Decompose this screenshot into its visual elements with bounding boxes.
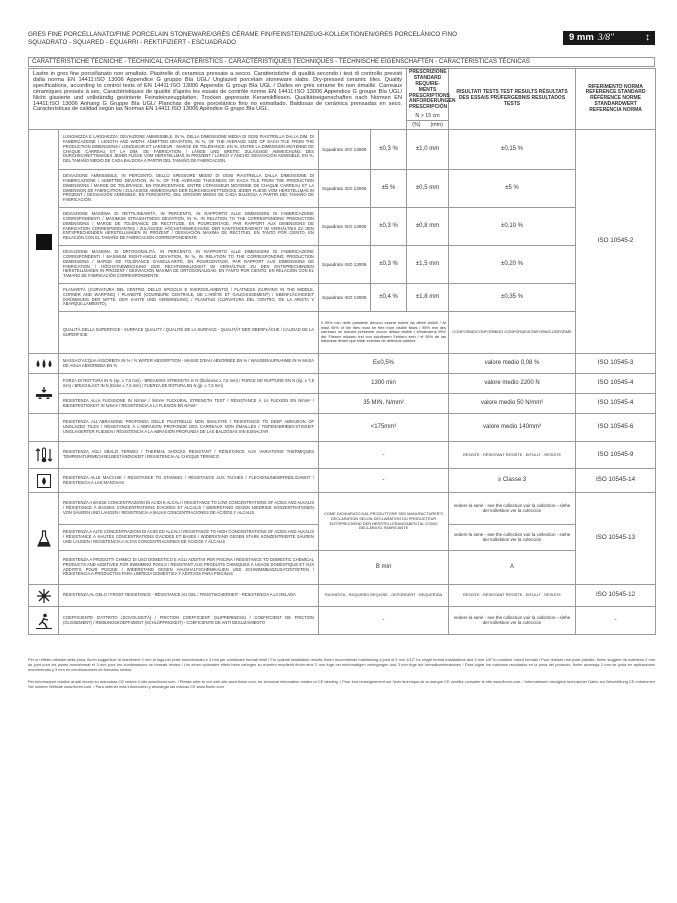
test-result: valore medio 50 N/mm² bbox=[449, 394, 576, 414]
size-header: N > 15 cm bbox=[407, 113, 449, 121]
unit-header bbox=[407, 121, 449, 130]
chem-prescription: B min bbox=[319, 551, 449, 585]
slip-icon-cell bbox=[29, 607, 59, 635]
test-result: ≥ Classe 3 bbox=[449, 469, 576, 493]
footer-joint-note: Per un effetto ottimale della posa, florim suggerisce di mantenere 2 mm di fuga per pose monoformato e 3 mm per combinare formati misti / For optimal installation results, florim recommends maintaining a joint of 2 mm 1/12" for single format installations and 3 mm 1/8" to combine mixed formats / Pour réaliser une pose parfaite, florim suggère de maintenir 2 mm de joint pour les poses monoformat et 3 mm pour les combinaisons de formats mixtes / Um einen optimalen effekt beim verlegen zu erzielen empfiehlt florim eine 2 mm fuge bei einformatigen verlegungen und 3 mm fuge bei formatkombinationen / Para lograr los máximos resultados en la posa del producto, florim aconseja 2 mm de junta en aplicaciones monoformato y 3 mm en combinaciones de formatos mixtos. bbox=[28, 657, 655, 672]
dim-method: Squadrato ISO 13006 bbox=[319, 208, 371, 246]
intro-text: Lastre in gres fine porcellanato non smaltato. Piastrelle di ceramica pressate a secco. Caratteristiche di qualità secondo i test di controllo previsti dalla norma EN 14411:ISO 13006 Appendice G gruppo BIa UGL/ Unglazed porcelain stoneware slabs. Dry-pressed ceramic tiles. Quality specifications, according to control tests of EN 14411:ISO 13006 Appendix G group BIa UGL / Dalles en grès cérame fin non émaillé. Carreaux céramiques pressés à sec. Caractéristiques de qualité d'après les essais de contrôle norme EN 14411:ISO 13006 Appendice G groupe BIa UGL/ Nicht glasierte und vollständig gesinterte Feinsteinzeugplatten. Trocken gepresste Keramikfliesen. Qualitätseigenschaften nach Normen EN 14411:ISO 13006 Anhang G Gruppe BIa UGL/ Planchas de gres porcelánico fino no esmaltado. Baldosas de cerámica prensadas en seco. Características de calidad según las Normas EN 14411:ISO 13006 Apéndice G grupo BIa UGL. bbox=[29, 69, 407, 130]
frost-desc: RESISTENZA AL GELO / FROST RESISTANCE - RÉSISTANCE AU GEL / FROSTSICHERHEIT - RESISTENCIA A LA HELADA bbox=[59, 585, 319, 607]
test-prescription: - bbox=[319, 442, 449, 469]
thickness-mm: 9 mm bbox=[569, 32, 594, 43]
dim-mm: ±0,8 mm bbox=[407, 208, 449, 246]
document-header bbox=[28, 31, 548, 47]
chem-result: vedere la serie - see the collection voir la collection - siehe der kollektion ver la colección bbox=[449, 525, 576, 551]
test-prescription: 1300 min bbox=[319, 374, 449, 394]
breaking-strength-icon bbox=[35, 387, 53, 401]
test-result: valore medio 0,08 % bbox=[449, 354, 576, 374]
test-prescription: <175mm³ bbox=[319, 414, 449, 442]
dim-pct: ±0,3 % bbox=[371, 246, 407, 284]
dimension-icon-cell bbox=[29, 130, 59, 354]
test-norm: ISO 10545-4 bbox=[576, 374, 656, 394]
abrasion-icon-cell bbox=[29, 414, 59, 442]
dim-pct: ±0,3 % bbox=[371, 208, 407, 246]
frost-result: RESISTE - RÉSISTANT RESISTE - EIFÜLLT - RESISTE bbox=[449, 585, 576, 607]
table-row bbox=[29, 354, 656, 374]
test-desc: FORZA DI ROTTURA IN N (sp. ≥ 7,5 mm) - BREAKING STRENGTH in N (thickness ≥ 7,5 mm) / FORCE DE RUPTURE EN N (ép. ≥ 7,5 mm) / BRUCHLAST IN N (Dicke ≥ 7,5 mm) / FUERZA DE ROTURA EN N (gr. ≥ 7,5 mm) bbox=[59, 374, 319, 394]
friction-desc: COEFFICIENTE D'ATTRITO (SCIVOLOSITÀ) / FRICTION COEFFICIENT (SLIPPERINESS) / COEFFICIENT DE FRICTION (GLISSEMENT) / REIBUNGSKOEFFIZIENT (SCHLÜPFRIGKEIT) - COEFICIENTE DE ANTI DESLIZAMIENTO bbox=[59, 607, 319, 635]
dim-result: ±5 % bbox=[449, 170, 576, 208]
footer-ce-note: Per informazioni relative ai dati tecnici su marcatura CE vedere il sito www.florim.com. / Please refer to our web site www.florim.com, for technical information related to CE labeling. / Pour tout renseignement sur l'avis technique de la marque CE veuillez consulter le site www.florim.com. / Informationen bezüglich technischer Daten zur Beschriftung CE entnehmen Sie unserer Website www.florim.com. / Para obtener más información y descargar las marcas CE www.florim.com bbox=[28, 679, 655, 689]
table-row bbox=[29, 442, 656, 469]
square-tile-icon bbox=[36, 234, 52, 250]
test-desc: RESISTENZA ALLA FLESSIONE IN N/mm² / N/mm² FLEXURAL STRENGTH TEST / RÉSISTANCE À LA FLEXION EN N/mm² / BIEGEFESTIGKEIT IN N/mm² / RESISTENCIA A LA FLEXIÓN EN N/mm² bbox=[59, 394, 319, 414]
dim-result: ±0,35 % bbox=[449, 284, 576, 312]
dim-result: ±0,20 % bbox=[449, 246, 576, 284]
slip-icon bbox=[36, 613, 52, 629]
thermal-shock-icon bbox=[35, 447, 53, 463]
frost-norm: ISO 10545-12 bbox=[576, 585, 656, 607]
table-row bbox=[29, 246, 656, 284]
dim-desc: DEVIAZIONE AMMISSIBILE, IN PERCENTO, DELLO SPESSORE MEDIO DI OGNI PIASTRELLA DALLA DIMENSIONE DI FABBRICAZIONE / ADMITTED DEVIATION, IN %, OF THE AVERAGE THICKNESS OF EACH TILE FROM THE PRODUCTION DIMENSIONS / MARGE DE TOLÉRANCE, EN POURCENTAGE, ENTRE L'ÉPAISSEUR MOYENNE DE CHAQUE CARREAU ET LA DIMENSION DE FABRICATION / ZULÄSSIGE ABWEICHUNG DER DURCHSCHNITTSDICKE JEDER FLIESE VOM HERSTELLMAß IN PROZENT / DESVIACIÓN ADMISIBLE, EN PORCIENTO, DEL GROSOR MEDIO DE CADA BALDOSA A PARTIR DEL TAMAÑO DE FABRICACIÓN. bbox=[59, 170, 319, 208]
chemical-flask-icon bbox=[37, 530, 51, 548]
dim-desc: LUNGHEZZA E LARGHEZZA: DEVIAZIONE AMMISSIBILE, IN %, DELLA DIMENSIONE MEDIA DI OGNI PIASTRELLA DALLA DIM. DI FABBRICAZIONE / LENGTH AND WIDTH: ADMITTED DEVIATION, IN %, OF THE AVERAGE SIZE OF EACH TILE FROM THE PRODUCTION DIMENSIONS / LONGUEUR ET LARGEUR : MARGE DE TOLÉRANCE, EN %, ENTRE LA DIMENSION MOYENNE DE CHAQUE CARREAU ET LA DIM. DE FABRICATION / LÄNGE UND BREITE: ZULÄSSIGE ABWEICHUNG DES DURCHSCHNITTSMAßES JEDER FLIESE VOM HERSTELLMAß IN PROZENT / LARGO Y ANCHO: DESVIACIÓN ADMISIBLE, EN %, DEL TAMAÑO MEDIO DE CADA BALDOSA A PARTIR DEL TAMAÑO DE FABRICACIÓN. bbox=[59, 130, 319, 170]
test-norm: ISO 10545-14 bbox=[576, 469, 656, 493]
characteristics-table bbox=[28, 68, 656, 635]
thickness-arrow-icon: ↕ bbox=[645, 32, 650, 43]
dim-desc: PLANARITÀ (CURVATURA DEL CENTRO, DELLO SPIGOLO E SVERGOLAMENTO) / FLATNESS (CURVING IN THE MIDDLE, CORNER AND WARPING) / PLANÉITÉ (COURBURE CENTRALE, DE L'ARÊTE ET GAUCHISSEMENT) / EBENFLÄCHIGKEIT (KRÜMMUNG DER MITTE, DER KANTE UND VERWINDUNG) / PLANITUD (CURVATURA DEL CENTRO, DE LA ARISTA Y ABARQUILLAMIENTO). bbox=[59, 284, 319, 312]
chem-result: A bbox=[449, 551, 576, 585]
table-row bbox=[29, 208, 656, 246]
chem-norm: ISO 10545-13 bbox=[576, 493, 656, 585]
dim-pct: ±5 % bbox=[371, 170, 407, 208]
water-drop-icon bbox=[35, 358, 53, 370]
dim-method: Squadrato ISO 13006 bbox=[319, 284, 371, 312]
test-desc: RESISTENZA ALLE MACCHIE / RESISTANCE TO STAINING / RÉSISTANCE AUX TACHES / FLECKENUNEMPFINDLICHKEIT / RESISTENCIA A LAS MANCHAS bbox=[59, 469, 319, 493]
dim-method: Squadrato ISO 13006 bbox=[319, 170, 371, 208]
dim-mm: ±0,5 mm bbox=[407, 170, 449, 208]
chem-desc: RESISTENZA A ALTE CONCENTRAZIONI DI ACIDI ED ALCALI / RESISTANCE TO HIGH CONCENTRATIONS OF ACIDS AND ALKALIS / RÉSISTANCE À HAUTES CONCENTRATIONS D'ACIDES ET BASES / WIDERSTAND GEGEN STARK KONZENTRIERTE SÄUREN UND LAUGEN / RESISTENCIA A ALTAS CONCENTRACIONES DE ÁCIDOS Y ÁLCALIS bbox=[59, 525, 319, 551]
dim-result: ±0,10 % bbox=[449, 208, 576, 246]
header-line-2: SQUADRATO - SQUARED - EQUARRI - REKTIFIZIERT - ESCUADRADO bbox=[28, 39, 237, 47]
table-row bbox=[29, 585, 656, 607]
table-row bbox=[29, 551, 656, 585]
table-row bbox=[29, 607, 656, 635]
chem-prescription-note: COME DICHIARATO DAL PRODUTTORE SEE MANUFACTURER'S DECLARATION SELON DÉCLARATION DU PRODUCTEUR ENTSPRECHEND DER HERSTELLERANGABEN TAL COMO DECLARA EL FABRICANTE bbox=[319, 493, 449, 551]
table-row bbox=[29, 414, 656, 442]
frost-prescription: RICHIESTA - REQUIRED REQUISE - GEFORDERT - REQUERIDA bbox=[319, 585, 449, 607]
water-drop-icon-cell bbox=[29, 354, 59, 374]
friction-result: vedere la serie - see the collection voir la collection - siehe der kollektion ver la colección bbox=[449, 607, 576, 635]
table-row bbox=[29, 493, 656, 525]
table-row bbox=[29, 284, 656, 312]
prescription-header: PRESCRIZIONE STANDARD REQUIRE-MENTS PRESCRIPTIONS ANFORDERUNGEN PRESCRIPCIÓN bbox=[407, 69, 449, 113]
test-desc: MASSA D'ACQUA ASSORBITA IN % / % WATER ABSORPTION - MASSE D'EAU ABSORBÉE EN % / WASSERAUFNAHME IN % MASA DE AGUA ABSORBIDA EN % bbox=[59, 354, 319, 374]
test-norm: ISO 10545-6 bbox=[576, 414, 656, 442]
dim-desc: DEVIAZIONE MASSIMA DI ORTOGONALITÀ, IN PERCENTO, IN RAPPORTO ALLE DIMENSIONI DI FABBRICAZIONE CORRISPONDENTI / MAXIMUM RIGHT-ANGLE DEVIATION, IN %, IN RELATION TO THE CORRESPONDING PRODUCTION DIMENSIONS / MARGE DE TOLÉRANCE D'ANGULARITÉ, EN POURCENTAGE, PAR RAPPORT AUX DIMENSIONS DE FABRICATION / HÖCHSTABWEICHUNG DER RECHTWINKLIGKEIT IM VERHÄLTNIS ZU DEN ENTSPRECHENDEN HERSTELLMAßEN IN PROZENT / DESVIACIÓN MÁXIMA DE ORTOGONALIDAD, EN TANTO POR CIENTO, EN RELACIÓN CON EL TAMAÑO DE FABRICACIÓN CORRESPONDIENTE. bbox=[59, 246, 319, 284]
chemical-icon-cell bbox=[29, 493, 59, 585]
thermal-shock-icon-cell bbox=[29, 442, 59, 469]
frost-icon-cell bbox=[29, 585, 59, 607]
thickness-badge bbox=[563, 31, 655, 45]
table-row bbox=[29, 374, 656, 394]
dim-pct: ±0,3 % bbox=[371, 130, 407, 170]
pct-header: (%) bbox=[412, 121, 421, 128]
test-result: valore medio 2200 N bbox=[449, 374, 576, 394]
friction-prescription: - bbox=[319, 607, 449, 635]
chem-desc: RESISTENZA A PRODOTTI CHIMICI DI USO DOMESTICO E AGLI ADDITIVI PER PISCINA / RESISTANCE TO DOMESTIC CHEMICAL PRODUCTS AND ADDITIVES FOR SWIMMING POOLS / RÉSISTANT AUX PRODUITS CHIMIQUES À USAGE DOMESTIQUE ET AUX ADDITIFS POUR PISCINE / WIDERSTAND GEGEN HAUSHALTSCHEMIKALIEN UND SCHWIMMBADZUSATZSTOFFEN / RESISTENCIA A PRODUCTOS PARA LIMPIEZA DOMÉSTICA Y ADITIVOS PARA PISCINAS bbox=[59, 551, 319, 585]
test-desc: RESISTENZA AGLI SBALZI TERMICI / THERMAL SHOCKS RESISTANT / RÉSISTANCE AUX VARIATIONS THERMIQUES TEMPERATURWECHSELBESTÄNDIGKEIT / RESISTENCIA AL CHOQUE TÉRMICO bbox=[59, 442, 319, 469]
test-result: RESISTE - RÉSISTANT RESISTE - EIFÜLLT - RESISTE bbox=[449, 442, 576, 469]
dim-method: Squadrato ISO 13006 bbox=[319, 130, 371, 170]
surface-result: CONFORME/CONFORMING CONFORME/KONFORM/CONFORME bbox=[449, 312, 576, 354]
test-desc: RESISTENZA ALL'ABRASIONE PROFONDA DELLE PIASTRELLE NON SMALTATE / RESISTANCE TO DEEP ABRASION OF UNGLAZED TILES / RÉSISTANCE À L'ABRASION PROFONDE DES CARREAUX NON ÉMAILLÉS / TIEFENABRIEBS-STIGKEIT UNGLASIERTER FLIESEN / RESISTENCIA A LA ABRASIÓN PROFUNDA DE LAS BALDOSAS SIN ESMALTAR bbox=[59, 414, 319, 442]
dim-mm: ±1,0 mm bbox=[407, 130, 449, 170]
surface-prescription: Il 95% min delle piastrelle devono essere esenti da difetti visibili / At least 95% of the tiles must be free from visible flaws / 95% min des carreaux ne doivent présenter aucun défaut visible / Mindestens 95% der Fliesen müssen frei von sichtbaren Fehlern sein / el 95% de las baldosas tienen que estar exentas de defectos visibles bbox=[319, 312, 449, 354]
test-norm: ISO 10545-3 bbox=[576, 354, 656, 374]
header-line-1: GRES FINE PORCELLANATO/FINE PORCELAIN STONEWARE/GRÈS CÉRAME FIN/FEINSTEINZEUG-KOLLEKTIONEN/GRES PORCELÁNICO FINO bbox=[28, 31, 458, 38]
chem-desc: RESISTENZA A BASSE CONCENTRAZIONI DI ACIDI E ALCALI / RESISTANCE TO LOW CONCENTRATIONS OF ACIDS AND ALKALIS / RÉSISTANCE À BASSES CONCENTRATIONS D'ACIDES ET ALCALIS / WIDERSTAND GEGEN NIEDRIGE KONZENTRATIONEN VON SÄUREN UND LAUGEN / RESISTENCIA A BAJAS CONCENTRACIONES DE ÁCIDOS Y ÁLCALIS. bbox=[59, 493, 319, 525]
norm-header: RIFERIMENTO NORMA REFERENCE STANDARD RÉFÉRENCE NORME STANDARDWERT REFERENCIA NORMA bbox=[576, 69, 656, 130]
dim-mm: ±1,5 mm bbox=[407, 246, 449, 284]
table-header-row bbox=[29, 69, 656, 113]
test-norm: ISO 10545-4 bbox=[576, 394, 656, 414]
chem-result: vedere la serie - see the collection voir la collection - siehe der kollektion ver la colección bbox=[449, 493, 576, 525]
test-prescription: - bbox=[319, 469, 449, 493]
mm-header: (mm) bbox=[430, 121, 443, 128]
dim-norm: ISO 10545-2 bbox=[576, 130, 656, 354]
test-result: valore medio 140mm³ bbox=[449, 414, 576, 442]
surface-desc: QUALITÀ DELLA SUPERFICIE - SURFACE QUALITY / QUALITÉ DE LA SURFACE - QUALITÄT DER OBERFLÄCHE / CALIDAD DE LA SUPERFICIE bbox=[59, 312, 319, 354]
table-row bbox=[29, 170, 656, 208]
test-prescription: E≤0,5% bbox=[319, 354, 449, 374]
table-row bbox=[29, 469, 656, 493]
test-norm: ISO 10545-9 bbox=[576, 442, 656, 469]
friction-norm: - bbox=[576, 607, 656, 635]
table-row bbox=[29, 130, 656, 170]
dim-result: ±0,15 % bbox=[449, 130, 576, 170]
table-row bbox=[29, 394, 656, 414]
dim-mm: ±1,8 mm bbox=[407, 284, 449, 312]
dim-desc: DEVIAZIONE MASSIMA DI RETTILINEARITÀ, IN PERCENTO, IN RAPPORTO ALLE DIMENSIONI DI FABBRICAZIONE CORRISPONDENTI / MAXIMUM STRAIGHTNESS DEVIATION, IN %, IN RELATION TO THE CORRESPONDING PRODUCTION DIMENSIONS / MARGE DE TOLÉRANCE DE RECTITUDE, EN POURCENTAGE, PAR RAPPORT AUX DIMENSIONS DE FABRICATION CORRESPONDANTES / ZULÄSSIGE HÖCHSTABWEICHUNG DER KANTENGERADHEIT IM VERHÄLTNIS ZU DEN ENTSPRECHENDEN HERSTELLMAßEN IN PROZENT / DESVIACIÓN MÁXIMA DE RECTITUD, EN TANTO POR CIENTO, EN RELACIÓN CON EL TAMAÑO DE FABRICACIÓN CORRESPONDIENTE. bbox=[59, 208, 319, 246]
stain-icon bbox=[37, 474, 51, 488]
section-title: CARATTERISTICHE TECNICHE - TECHNICAL CHARACTERISTICS - CARACTÉRISTIQUES TECHNIQUES - TECHNISCHE EIGENSCHAFTEN - CARACTERÍSTICAS TÉCNICAS bbox=[28, 57, 655, 67]
dim-pct: ±0,4 % bbox=[371, 284, 407, 312]
results-header: RISULTATI TESTS TEST RESULTS RÉSULTATS DES ESSAIS PRÜFERGEBNIS RESULTADOS TESTS bbox=[449, 69, 576, 130]
dim-method: Squadrato ISO 13006 bbox=[319, 246, 371, 284]
frost-icon bbox=[37, 589, 51, 603]
test-prescription: 35 MIN. N/mm² bbox=[319, 394, 449, 414]
breaking-strength-icon-cell bbox=[29, 374, 59, 414]
table-row bbox=[29, 312, 656, 354]
thickness-inch: 3/8" bbox=[597, 33, 614, 43]
stain-icon-cell bbox=[29, 469, 59, 493]
